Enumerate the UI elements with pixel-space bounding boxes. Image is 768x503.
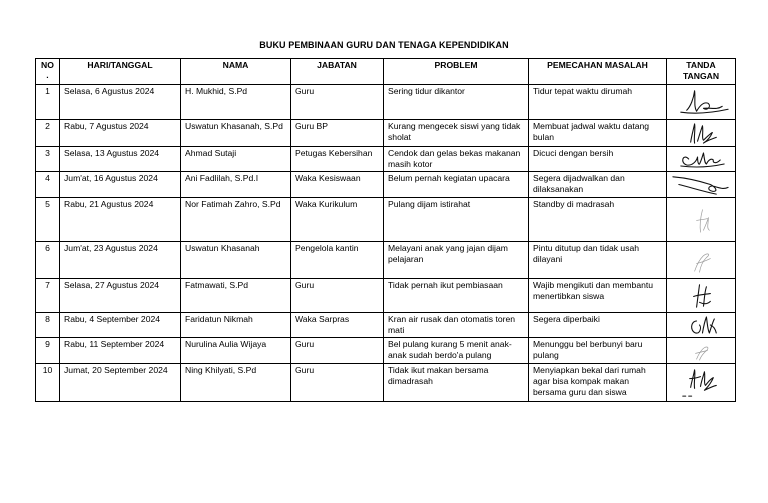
row-problem: Pulang dijam istirahat bbox=[384, 198, 529, 242]
row-number: 2 bbox=[36, 120, 60, 147]
row-name: Faridatun Nikmah bbox=[181, 313, 291, 338]
row-problem: Sering tidur dikantor bbox=[384, 85, 529, 120]
row-signature-cell bbox=[667, 242, 736, 279]
row-date: Jum'at, 23 Agustus 2024 bbox=[60, 242, 181, 279]
signature-3 bbox=[667, 147, 735, 171]
header-nama: NAMA bbox=[181, 59, 291, 85]
header-problem: PROBLEM bbox=[384, 59, 529, 85]
row-date: Rabu, 11 September 2024 bbox=[60, 338, 181, 364]
row-name: Ahmad Sutaji bbox=[181, 147, 291, 172]
row-position: Waka Kurikulum bbox=[291, 198, 384, 242]
row-position: Guru BP bbox=[291, 120, 384, 147]
table-row bbox=[36, 242, 736, 279]
header-jabatan: JABATAN bbox=[291, 59, 384, 85]
row-date: Rabu, 21 Agustus 2024 bbox=[60, 198, 181, 242]
row-number: 4 bbox=[36, 172, 60, 198]
row-problem: Melayani anak yang jajan dijam pelajaran bbox=[384, 242, 529, 279]
row-number: 5 bbox=[36, 198, 60, 242]
table-row bbox=[36, 120, 736, 147]
row-date: Selasa, 6 Agustus 2024 bbox=[60, 85, 181, 120]
signature-10 bbox=[667, 364, 735, 401]
row-position: Petugas Kebersihan bbox=[291, 147, 384, 172]
row-date: Selasa, 27 Agustus 2024 bbox=[60, 279, 181, 313]
row-signature-cell bbox=[667, 279, 736, 313]
row-number: 3 bbox=[36, 147, 60, 172]
row-number: 9 bbox=[36, 338, 60, 364]
row-name: Nor Fatimah Zahro, S.Pd bbox=[181, 198, 291, 242]
row-problem: Kran air rusak dan otomatis toren mati bbox=[384, 313, 529, 338]
table-row bbox=[36, 198, 736, 242]
row-signature-cell bbox=[667, 172, 736, 198]
header-row bbox=[36, 59, 736, 85]
signature-2 bbox=[667, 120, 735, 146]
row-solution: Segera diperbaiki bbox=[529, 313, 667, 338]
row-solution: Standby di madrasah bbox=[529, 198, 667, 242]
table-row bbox=[36, 313, 736, 338]
row-number: 10 bbox=[36, 364, 60, 402]
row-solution: Wajib mengikuti dan membantu menertibkan siswa bbox=[529, 279, 667, 313]
row-date: Rabu, 7 Agustus 2024 bbox=[60, 120, 181, 147]
row-number: 1 bbox=[36, 85, 60, 120]
table-row bbox=[36, 338, 736, 364]
signature-7 bbox=[667, 279, 735, 312]
row-solution: Dicuci dengan bersih bbox=[529, 147, 667, 172]
row-name: Uswatun Khasanah bbox=[181, 242, 291, 279]
header-tanda-tangan: TANDA TANGAN bbox=[667, 59, 736, 85]
row-signature-cell bbox=[667, 120, 736, 147]
row-number: 6 bbox=[36, 242, 60, 279]
row-problem: Bel pulang kurang 5 menit anak-anak sudah berdo'a pulang bbox=[384, 338, 529, 364]
row-date: Jum'at, 16 Agustus 2024 bbox=[60, 172, 181, 198]
row-problem: Tidak pernah ikut pembiasaan bbox=[384, 279, 529, 313]
row-problem: Cendok dan gelas bekas makanan masih kotor bbox=[384, 147, 529, 172]
row-name: Uswatun Khasanah, S.Pd bbox=[181, 120, 291, 147]
header-pemecahan-masalah: PEMECAHAN MASALAH bbox=[529, 59, 667, 85]
table-row bbox=[36, 279, 736, 313]
row-solution: Segera dijadwalkan dan dilaksanakan bbox=[529, 172, 667, 198]
signature-4 bbox=[667, 172, 735, 197]
row-position: Guru bbox=[291, 85, 384, 120]
row-problem: Kurang mengecek siswi yang tidak sholat bbox=[384, 120, 529, 147]
signature-8 bbox=[667, 313, 735, 337]
table-row bbox=[36, 147, 736, 172]
row-signature-cell bbox=[667, 198, 736, 242]
signature-6 bbox=[667, 242, 735, 278]
row-position: Waka Kesiswaan bbox=[291, 172, 384, 198]
document-title: BUKU PEMBINAAN GURU DAN TENAGA KEPENDIDIKAN bbox=[259, 40, 509, 50]
row-name: H. Mukhid, S.Pd bbox=[181, 85, 291, 120]
row-signature-cell bbox=[667, 147, 736, 172]
row-position: Waka Sarpras bbox=[291, 313, 384, 338]
row-position: Guru bbox=[291, 364, 384, 402]
row-solution: Menunggu bel berbunyi baru pulang bbox=[529, 338, 667, 364]
row-number: 8 bbox=[36, 313, 60, 338]
row-position: Guru bbox=[291, 338, 384, 364]
row-date: Jumat, 20 September 2024 bbox=[60, 364, 181, 402]
table-row bbox=[36, 85, 736, 120]
header-no: NO . bbox=[36, 59, 60, 85]
row-signature-cell bbox=[667, 313, 736, 338]
row-name: Nurulina Aulia Wijaya bbox=[181, 338, 291, 364]
row-name: Fatmawati, S.Pd bbox=[181, 279, 291, 313]
row-signature-cell bbox=[667, 364, 736, 402]
coaching-log-table bbox=[35, 58, 736, 402]
row-position: Pengelola kantin bbox=[291, 242, 384, 279]
row-solution: Menyiapkan bekal dari rumah agar bisa kompak makan bersama guru dan siswa bbox=[529, 364, 667, 402]
row-signature-cell bbox=[667, 85, 736, 120]
signature-5 bbox=[667, 198, 735, 241]
signature-1 bbox=[667, 85, 735, 119]
row-position: Guru bbox=[291, 279, 384, 313]
row-solution: Membuat jadwal waktu datang bulan bbox=[529, 120, 667, 147]
row-name: Ani Fadlilah, S.Pd.I bbox=[181, 172, 291, 198]
header-hari-tanggal: HARI/TANGGAL bbox=[60, 59, 181, 85]
row-problem: Belum pernah kegiatan upacara bbox=[384, 172, 529, 198]
row-signature-cell bbox=[667, 338, 736, 364]
signature-9 bbox=[667, 338, 735, 363]
table-row bbox=[36, 364, 736, 402]
table-row bbox=[36, 172, 736, 198]
row-solution: Tidur tepat waktu dirumah bbox=[529, 85, 667, 120]
row-name: Ning Khilyati, S.Pd bbox=[181, 364, 291, 402]
row-number: 7 bbox=[36, 279, 60, 313]
row-solution: Pintu ditutup dan tidak usah dilayani bbox=[529, 242, 667, 279]
row-problem: Tidak ikut makan bersama dimadrasah bbox=[384, 364, 529, 402]
row-date: Rabu, 4 September 2024 bbox=[60, 313, 181, 338]
row-date: Selasa, 13 Agustus 2024 bbox=[60, 147, 181, 172]
